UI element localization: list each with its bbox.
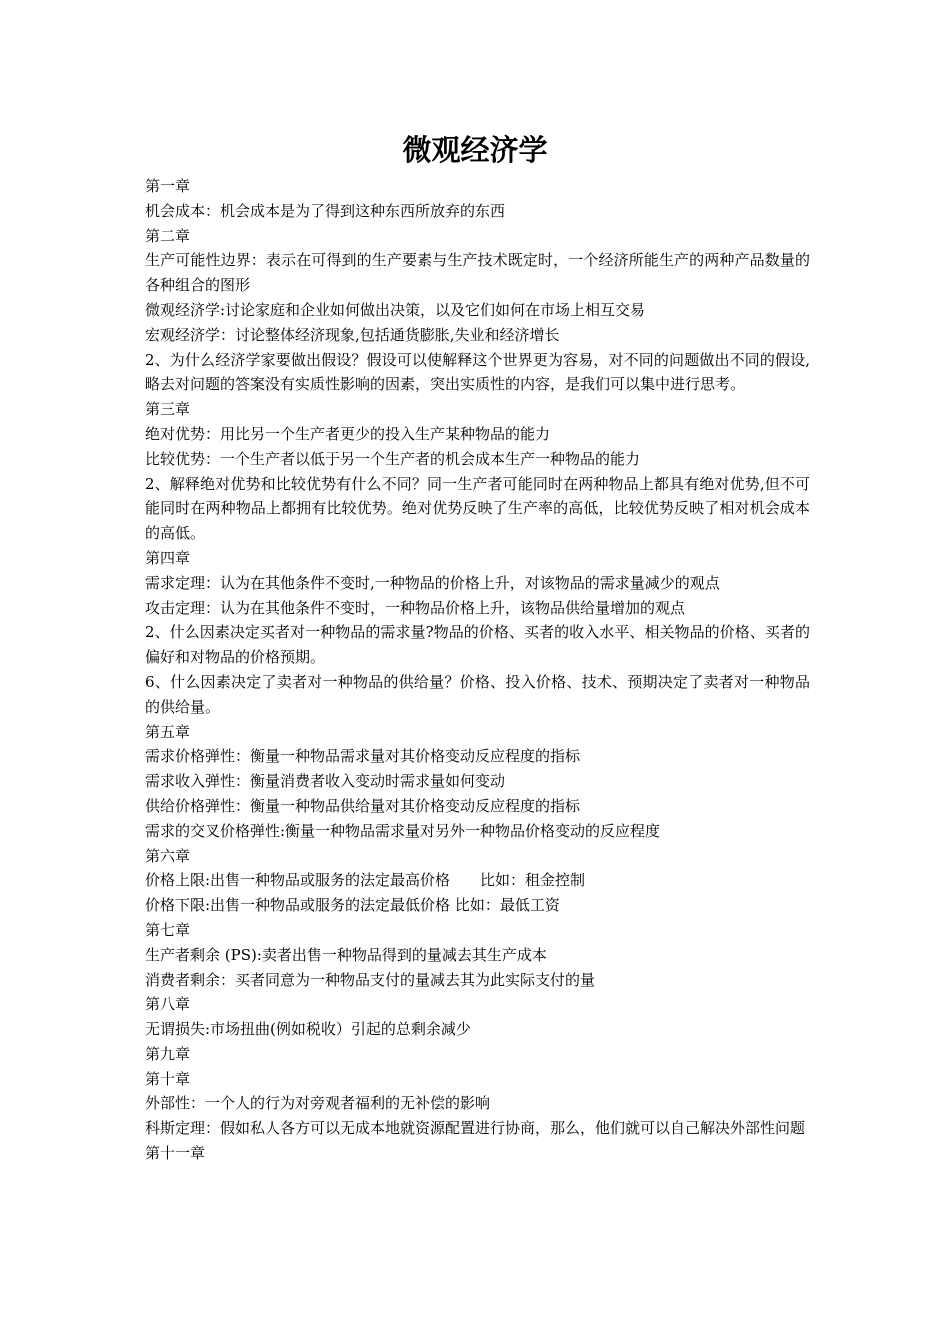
chapter-heading-8: 第八章: [145, 995, 191, 1014]
definition-price-floor: 价格下限:出售一种物品或服务的法定最低价格 比如：最低工资: [145, 896, 560, 915]
definition-macroeconomics: 宏观经济学：讨论整体经济现象,包括通货膨胀,失业和经济增长: [145, 325, 560, 344]
chapter-heading-1: 第一章: [145, 177, 191, 195]
chapter-heading-10: 第十章: [145, 1069, 191, 1088]
question-quantity-supplied: 6、什么因素决定了卖者对一种物品的供给量？价格、投入价格、技术、预期决定了卖者对一种物品的供给量。: [145, 672, 810, 716]
definition-cross-price-elasticity: 需求的交叉价格弹性:衡量一种物品需求量对另外一种物品价格变动的反应程度: [145, 821, 661, 840]
question-advantage-difference: 2、解释绝对优势和比较优势有什么不同？同一生产者可能同时在两种物品上都具有绝对优势,但不可能同时在两种物品上都拥有比较优势。绝对优势反映了生产率的高低，比较优势反映了相对机会成本的高低。: [145, 474, 810, 543]
definition-comparative-advantage: 比较优势：一个生产者以低于另一个生产者的机会成本生产一种物品的能力: [145, 449, 641, 468]
chapter-heading-3: 第三章: [145, 400, 191, 419]
document-body: [145, 174, 810, 1166]
definition-absolute-advantage: 绝对优势：用比另一个生产者更少的投入生产某种物品的能力: [145, 424, 551, 443]
definition-price-elasticity-demand: 需求价格弹性：衡量一种物品需求量对其价格变动反应程度的指标: [145, 747, 581, 766]
question-assumptions: 2、为什么经济学家要做出假设？假设可以使解释这个世界更为容易，对不同的问题做出不同的假设,略去对问题的答案没有实质性影响的因素，突出实质性的内容，是我们可以集中进行思考。: [145, 350, 810, 394]
definition-law-of-demand: 需求定理：认为在其他条件不变时,一种物品的价格上升，对该物品的需求量减少的观点: [145, 573, 720, 592]
definition-deadweight-loss: 无谓损失:市场扭曲(例如税收）引起的总剩余减少: [145, 1020, 471, 1039]
document-title: 微观经济学: [402, 133, 548, 167]
chapter-heading-11: 第十一章: [145, 1144, 206, 1163]
definition-microeconomics: 微观经济学:讨论家庭和企业如何做出决策，以及它们如何在市场上相互交易: [145, 300, 646, 319]
chapter-heading-9: 第九章: [145, 1044, 191, 1063]
definition-ppf: 生产可能性边界：表示在可得到的生产要素与生产技术既定时，一个经济所能生产的两种产品数量的各种组合的图形: [145, 251, 810, 295]
chapter-heading-4: 第四章: [145, 548, 191, 567]
definition-opportunity-cost: 机会成本：机会成本是为了得到这种东西所放弃的东西: [145, 201, 506, 220]
definition-coase-theorem: 科斯定理：假如私人各方可以无成本地就资源配置进行协商，那么，他们就可以自己解决外部性问题: [145, 1119, 806, 1138]
chapter-heading-5: 第五章: [145, 722, 191, 741]
chapter-heading-7: 第七章: [145, 920, 191, 939]
definition-price-ceiling: 价格上限:出售一种物品或服务的法定最高价格 比如：租金控制: [145, 871, 586, 890]
definition-price-elasticity-supply: 供给价格弹性：衡量一种物品供给量对其价格变动反应程度的指标: [145, 796, 581, 815]
definition-consumer-surplus: 消费者剩余：买者同意为一种物品支付的量减去其为此实际支付的量: [145, 970, 596, 989]
definition-producer-surplus: 生产者剩余 (PS):卖者出售一种物品得到的量减去其生产成本: [145, 945, 547, 964]
chapter-heading-2: 第二章: [145, 226, 191, 245]
chapter-heading-6: 第六章: [145, 846, 191, 865]
definition-externality: 外部性：一个人的行为对旁观者福利的无补偿的影响: [145, 1094, 491, 1113]
definition-law-of-supply: 攻击定理：认为在其他条件不变时，一种物品价格上升，该物品供给量增加的观点: [145, 598, 686, 617]
definition-income-elasticity-demand: 需求收入弹性：衡量消费者收入变动时需求量如何变动: [145, 772, 506, 791]
question-quantity-demanded: 2、什么因素决定买者对一种物品的需求量?物品的价格、买者的收入水平、相关物品的价格、买者的偏好和对物品的价格预期。: [145, 623, 810, 667]
